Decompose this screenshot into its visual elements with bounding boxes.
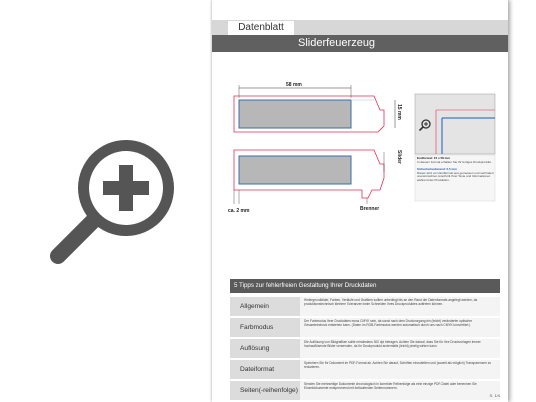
tips-heading: 5 Tipps zur fehlerfreien Gestaltung Ihrer Druckdaten — [230, 279, 500, 293]
tip-label: Farbmodus — [230, 318, 300, 337]
endformat-text: In diesem Format erhalten Sie Ihr fertiges Druckprodukt. — [417, 159, 492, 164]
endformat-title: Endformat: 15 x 58 mm — [417, 156, 451, 160]
datasheet-page — [212, 0, 508, 402]
tip-row — [230, 339, 500, 358]
tip-text: Die Auflösung von Bildgrafiken sollte mindestens 300 dpi betragen. Achten Sie darauf, dass Sie für Ihre Druckvorlagen immer hochauflösende Bilder verwenden, da Ihr Druckprodukt andernfalls (leicht) pixelig wirken kann. — [300, 339, 500, 358]
datasheet-tag: Datenblatt — [228, 21, 294, 35]
zoom-in-icon[interactable] — [48, 126, 188, 266]
tip-row — [230, 297, 500, 316]
tip-text: Der Farbmodus Ihrer Druckdaten muss CMYK sein, da sonst nach dem Druckvorgang ein (leicht) veränderter optischer Gesamteindruck entstehen kann. (Daten im RGB-Farbmodus werden automatisch durch uns nach CMYK konvertiert.) — [300, 318, 500, 337]
tips-table — [230, 297, 500, 402]
tip-label: Seiten(-reihenfolge) — [230, 381, 300, 400]
width-dimension: 58 mm — [286, 82, 302, 88]
burner-label: Brenner — [360, 206, 380, 212]
tip-row — [230, 360, 500, 379]
tip-label: Auflösung — [230, 339, 300, 358]
tip-label: Dateiformat — [230, 360, 300, 379]
tip-label: Allgemein — [230, 297, 300, 316]
height-dimension: 15 mm — [396, 104, 402, 120]
page-number: S. 1/4 — [489, 393, 500, 398]
tip-text: Speichern Sie Ihr Dokument im PDF-Format ab. Achten Sie darauf, Schriften einzubetten und (soweit als möglich) Transparenzen zu reduzieren. — [300, 360, 500, 379]
tip-row — [230, 381, 500, 400]
slider-label: Slider — [396, 150, 402, 164]
inset-notes — [417, 157, 499, 183]
tip-text: Senden Sie mehrseitige Dokumente chronologisch in korrekter Reihenfolge als eine einzige PDF-Datei oder benennen Sie Einzeldokumente entsprechend mit fortlaufenden Seitennummern. — [300, 381, 500, 400]
tip-row — [230, 318, 500, 337]
safety-text: Dieser wird vom Endformat aus gemessen und verhindert unerwünschten Anschnitt Ihrer Texte und Informationen während der Produktion. — [417, 170, 494, 182]
page-title: Sliderfeuerzeug — [298, 37, 376, 49]
tip-text: Hintergrundbilder, Farben, Verläufe und Grafiken sollten unbedingt bis an den Rand der Datenformats angelegt werden, da produktionstechnisch kleinere Toleranzen beim Schneiden Ihres Druckproduktes auftreten können. — [300, 297, 500, 316]
margin-dimension: ca. 2 mm — [228, 208, 250, 214]
safety-title: Sicherheitsabstand: 0,5 mm — [417, 167, 457, 172]
